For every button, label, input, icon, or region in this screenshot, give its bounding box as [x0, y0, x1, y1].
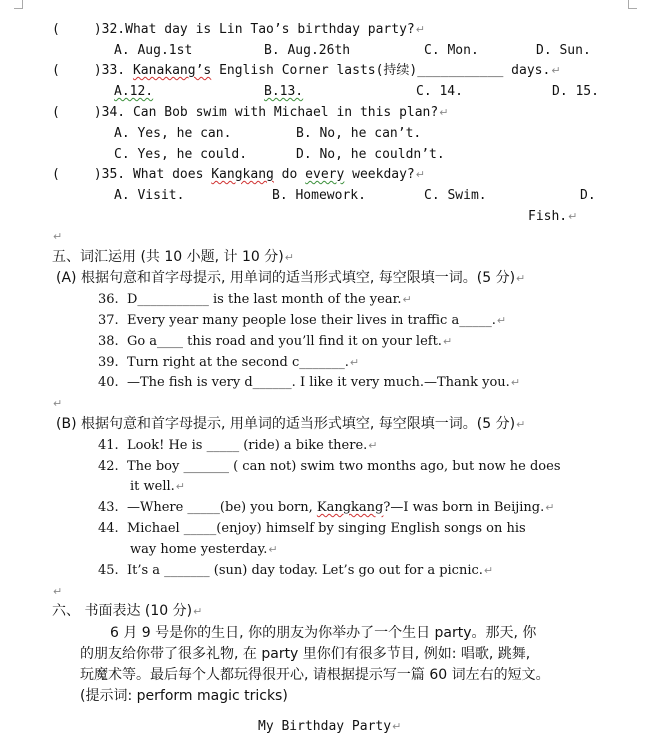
essay-title: My Birthday Party↵: [258, 719, 402, 734]
question-41: 41. Look! He is _____ (ride) a bike there.↵: [98, 438, 378, 453]
question-38: 38. Go a____ this road and you’ll find it on your left.↵: [98, 334, 453, 349]
crop-mark-top-right: [628, 0, 637, 9]
part-b-instructions: (B) 根据句意和首字母提示, 用单词的适当形式填空, 每空限填一词。(5 分)↵: [56, 416, 526, 432]
question-44: 44. Michael _____(enjoy) himself by singing English songs on his: [98, 521, 526, 536]
essay-hint: (提示词: perform magic tricks): [80, 688, 288, 704]
section-6-heading: 六、 书面表达 (10 分)↵: [52, 603, 203, 619]
question-42: 42. The boy _______ ( can not) swim two months ago, but now he does: [98, 459, 561, 474]
crop-mark-top-left: [14, 0, 23, 9]
empty-paragraph: ↵: [53, 230, 63, 243]
question-45: 45. It’s a _______ (sun) day today. Let’s go out for a picnic.↵: [98, 563, 494, 578]
essay-prompt-line-2: 的朋友给你带了很多礼物, 在 party 里你们有很多节目, 例如: 唱歌, 跳舞,: [80, 646, 531, 662]
question-33: ( )33. Kanakang’s English Corner lasts(持续)___________ days.↵: [52, 63, 561, 78]
question-35: ( )35. What does Kangkang do every weekday?↵: [52, 167, 425, 182]
paragraph-mark: ↵: [415, 23, 425, 36]
section-5-heading: 五、词汇运用 (共 10 小题, 计 10 分)↵: [52, 249, 294, 265]
essay-prompt-line-1: 6 月 9 号是你的生日, 你的朋友为你举办了一个生日 party。那天, 你: [110, 625, 537, 641]
question-35-option-d-wrap: Fish.↵: [528, 209, 578, 224]
question-40: 40. —The fish is very d______. I like it very much.—Thank you.↵: [98, 375, 521, 390]
question-44-wrap: way home yesterday.↵: [130, 542, 278, 557]
question-36: 36. D___________ is the last month of the year.↵: [98, 292, 412, 307]
question-39: 39. Turn right at the second c_______.↵: [98, 355, 360, 370]
question-37: 37. Every year many people lose their lives in traffic a_____.↵: [98, 313, 507, 328]
part-a-instructions: (A) 根据句意和首字母提示, 用单词的适当形式填空, 每空限填一词。(5 分)↵: [56, 270, 526, 286]
question-32: ( )32.What day is Lin Tao’s birthday party?↵: [52, 22, 425, 37]
essay-prompt-line-3: 玩魔术等。最后每个人都玩得很开心, 请根据提示写一篇 60 词左右的短文。: [80, 667, 550, 683]
empty-paragraph: ↵: [53, 397, 63, 410]
question-34: ( )34. Can Bob swim with Michael in this plan?↵: [52, 105, 449, 120]
question-43: 43. —Where _____(be) you born, Kangkang?—I was born in Beijing.↵: [98, 500, 555, 515]
empty-paragraph: ↵: [53, 585, 63, 598]
question-42-wrap: it well.↵: [130, 479, 186, 494]
